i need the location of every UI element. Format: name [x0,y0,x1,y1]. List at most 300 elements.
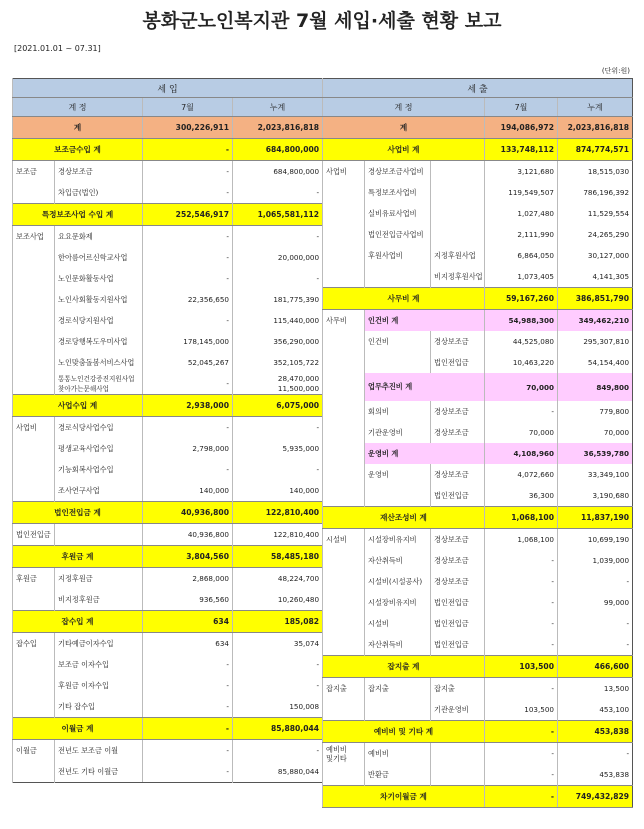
revenue-table [12,78,323,783]
row-label: 예비비 및 기타 계 [323,721,485,743]
cumulative-value: 99,000 [558,592,633,613]
cumulative-value: 150,008 [233,696,323,718]
fund-source-label: 지정후원사업 [431,245,485,266]
row-label: 운영비 계 [365,443,485,464]
category-label: 보조사업 [13,226,55,248]
item-label: 시설장비유지비 [365,529,431,551]
item-label: 전년도 기타 이월금 [55,761,143,783]
table-row [13,654,323,675]
cumulative-value: 349,462,210 [558,310,633,332]
item-label: 기타 잡수입 [55,696,143,718]
category-label [323,592,365,613]
cumulative-value: 786,196,392 [558,182,633,203]
header-account: 계 정 [323,98,485,117]
category-label [323,203,365,224]
row-label: 특정보조사업 수입 계 [13,204,143,226]
month-value: 103,500 [485,699,558,721]
table-row [323,529,633,551]
cumulative-value: 181,775,390 [233,289,323,310]
item-label [55,524,143,546]
table-row [323,245,633,266]
table-row [323,182,633,203]
cumulative-value: 10,260,480 [233,589,323,611]
item-label: 기타예금이자수입 [55,633,143,655]
category-label [13,247,55,268]
item-label: 한아름어르신학교사업 [55,247,143,268]
table-row [13,331,323,352]
month-value: 70,000 [485,422,558,443]
subtotal-row [323,507,633,529]
item-label: 차입금(법인) [55,182,143,204]
item-label: 기능회복사업수입 [55,459,143,480]
month-value: 300,226,911 [143,117,233,139]
item-label: 경상보조금사업비 [365,161,431,183]
subtotal-row [13,395,323,417]
category-label: 잡지출 [323,678,365,700]
table-row [13,675,323,696]
month-value: 3,804,560 [143,546,233,568]
table-row [323,464,633,485]
row-label: 이월금 계 [13,718,143,740]
subtotal-row [323,288,633,310]
month-value: - [485,678,558,700]
fund-source-label: 경상보조금 [431,422,485,443]
month-value: - [143,675,233,696]
fund-source-label [431,182,485,203]
fund-source-label: 법인전입금 [431,485,485,507]
cumulative-value: 453,838 [558,764,633,786]
cumulative-value: 30,127,000 [558,245,633,266]
fund-source-label: 법인전입금 [431,613,485,634]
cumulative-value: 122,810,400 [233,502,323,524]
fund-source-label: 법인전입금 [431,634,485,656]
month-value: 119,549,507 [485,182,558,203]
cumulative-value: 874,774,571 [558,139,633,161]
row-label: 잡수입 계 [13,611,143,633]
item-label: 자산취득비 [365,550,431,571]
cumulative-value: - [233,417,323,439]
table-row [13,524,323,546]
cumulative-value: 85,880,044 [233,718,323,740]
month-value: - [143,654,233,675]
cumulative-value: 1,039,000 [558,550,633,571]
cumulative-value: - [233,182,323,204]
category-label [323,422,365,443]
month-value: 1,027,480 [485,203,558,224]
category-label [323,634,365,656]
subtotal-row [13,502,323,524]
category-label [323,571,365,592]
fund-source-label: 경상보조금 [431,571,485,592]
fund-source-label: 경상보조금 [431,464,485,485]
table-row [13,417,323,439]
item-label: 경상보조금 [55,161,143,183]
category-label [323,485,365,507]
pink-subtotal-row [323,373,633,401]
cumulative-value: 122,810,400 [233,524,323,546]
subtotal-row [323,656,633,678]
category-label [13,654,55,675]
subtotal-row [13,718,323,740]
category-label [13,761,55,783]
subtotal-row [323,139,633,161]
header-month: 7월 [485,98,558,117]
month-value: 10,463,220 [485,352,558,373]
category-label: 잡수입 [13,633,55,655]
fund-source-label: 비지정후원사업 [431,266,485,288]
section-header-row [13,79,323,98]
cumulative-value: 85,880,044 [233,761,323,783]
month-value: - [143,417,233,439]
row-label: 계 [13,117,143,139]
month-value: - [143,310,233,331]
month-value: 2,938,000 [143,395,233,417]
month-value: - [143,268,233,289]
category-label [323,613,365,634]
cumulative-value: - [233,459,323,480]
table-row [323,743,633,765]
table-row [323,161,633,183]
month-value: - [143,247,233,268]
item-label [365,699,431,721]
category-label [13,373,55,395]
category-label [13,675,55,696]
item-label: 후원사업비 [365,245,431,266]
item-label: 보조금 이자수입 [55,654,143,675]
month-value: 3,121,680 [485,161,558,183]
category-label [323,550,365,571]
table-row [13,589,323,611]
category-label: 법인전입금 [13,524,55,546]
month-value: 936,560 [143,589,233,611]
month-value: 140,000 [143,480,233,502]
month-value: - [485,764,558,786]
item-label: 비지정후원금 [55,589,143,611]
category-label [323,266,365,288]
subtotal-row [323,786,633,808]
cumulative-value: 36,539,780 [558,443,633,464]
category-label [13,589,55,611]
subtotal-row [13,546,323,568]
cumulative-value: 54,154,400 [558,352,633,373]
category-label [323,182,365,203]
value-line: 28,470,000 [277,373,320,383]
table-row [323,699,633,721]
cumulative-value: 684,800,000 [233,139,323,161]
cumulative-value: 24,265,290 [558,224,633,245]
category-label [13,459,55,480]
cumulative-value: - [558,571,633,592]
fund-source-label: 법인전입금 [431,352,485,373]
category-label [13,289,55,310]
cumulative-value: 33,349,100 [558,464,633,485]
row-label: 사무비 계 [323,288,485,310]
table-row [13,310,323,331]
category-label: 사무비 [323,310,365,332]
fund-source-label [431,764,485,786]
category-label [13,310,55,331]
cumulative-value: - [558,634,633,656]
item-label [365,266,431,288]
cumulative-value: 4,141,305 [558,266,633,288]
row-label: 인건비 계 [365,310,485,332]
fund-source-label: 법인전입금 [431,592,485,613]
table-row [13,633,323,655]
item-label: 예비비 [365,743,431,765]
cumulative-value: 48,224,700 [233,568,323,590]
item-label: 평생교육사업수입 [55,438,143,459]
month-value: - [143,161,233,183]
cumulative-value: 140,000 [233,480,323,502]
subtotal-row [13,139,323,161]
table-row [13,161,323,183]
row-label: 업무추진비 계 [365,373,485,401]
table-row [13,373,323,395]
item-label: 시설장비유지비 [365,592,431,613]
month-value: 252,546,917 [143,204,233,226]
cumulative-value: - [233,675,323,696]
month-value: - [485,613,558,634]
expenditure-table [322,78,633,808]
item-label: 전년도 보조금 이월 [55,740,143,762]
cumulative-value: 58,485,180 [233,546,323,568]
category-label [323,224,365,245]
cumulative-value: - [233,226,323,248]
item-label [55,373,143,395]
table-row [323,678,633,700]
item-label [365,352,431,373]
table-row [323,764,633,786]
fund-source-label: 잡지출 [431,678,485,700]
category-label: 이월금 [13,740,55,762]
category-label [323,443,365,464]
month-value: - [485,743,558,765]
category-label [13,331,55,352]
category-label [323,464,365,485]
month-value: 36,300 [485,485,558,507]
category-label: 사업비 [13,417,55,439]
category-label: 시설비 [323,529,365,551]
category-label: 사업비 [323,161,365,183]
category-label: 후원금 [13,568,55,590]
fund-source-label [431,743,485,765]
month-value: 1,073,405 [485,266,558,288]
table-row [323,613,633,634]
item-label: 지정후원금 [55,568,143,590]
cumulative-value: 2,023,816,818 [233,117,323,139]
header-cumulative: 누계 [558,98,633,117]
row-label: 잡지출 계 [323,656,485,678]
category-label [13,696,55,718]
table-row [323,485,633,507]
month-value: - [143,761,233,783]
fund-source-label: 경상보조금 [431,331,485,352]
month-value: - [143,459,233,480]
table-row [13,268,323,289]
column-header-row [13,98,323,117]
fund-source-label [431,203,485,224]
table-row [323,203,633,224]
month-value: - [485,592,558,613]
month-value: - [143,226,233,248]
header-cumulative: 누계 [233,98,323,117]
report-title: 봉화군노인복지관 7월 세입·세출 현황 보고 [142,10,502,32]
category-label [323,352,365,373]
month-value: 70,000 [485,373,558,401]
total-row [323,117,633,139]
cumulative-value: 684,800,000 [233,161,323,183]
row-label: 보조금수입 계 [13,139,143,161]
table-row [13,438,323,459]
category-label [323,331,365,352]
fund-source-label: 경상보조금 [431,529,485,551]
table-row [323,550,633,571]
month-value: 1,068,100 [485,507,558,529]
item-label: 후원금 이자수입 [55,675,143,696]
item-label: 노인문화활동사업 [55,268,143,289]
month-value: 2,868,000 [143,568,233,590]
month-value: - [485,571,558,592]
item-label [365,485,431,507]
table-row [13,352,323,373]
month-value: - [143,740,233,762]
cumulative-value: 386,851,790 [558,288,633,310]
header-month: 7월 [143,98,233,117]
pink-subtotal-row [323,443,633,464]
cumulative-value: 6,075,000 [233,395,323,417]
cumulative-value: 749,432,829 [558,786,633,808]
month-value: - [143,696,233,718]
item-label: 노인맞춤돌봄서비스사업 [55,352,143,373]
row-label: 사업비 계 [323,139,485,161]
category-label [323,373,365,401]
subtotal-row [13,204,323,226]
cumulative-value: 352,105,722 [233,352,323,373]
cumulative-value: 11,837,190 [558,507,633,529]
month-value: 178,145,000 [143,331,233,352]
item-label: 경로당행복도우미사업 [55,331,143,352]
value-line: 11,500,000 [277,383,320,393]
month-value: 103,500 [485,656,558,678]
item-label: 회의비 [365,401,431,422]
month-value: 44,525,080 [485,331,558,352]
item-label: 요요문화제 [55,226,143,248]
fund-source-label: 경상보조금 [431,401,485,422]
month-value: 22,356,650 [143,289,233,310]
month-value: 1,068,100 [485,529,558,551]
item-label: 실비유료사업비 [365,203,431,224]
cumulative-value: 3,190,680 [558,485,633,507]
month-value: - [485,786,558,808]
cumulative-value: 13,500 [558,678,633,700]
subtotal-row [323,721,633,743]
item-label: 경로식당지원사업 [55,310,143,331]
fund-source-label: 기관운영비 [431,699,485,721]
cumulative-value: - [233,740,323,762]
cumulative-value: 849,800 [558,373,633,401]
month-value: - [485,634,558,656]
cumulative-value: 466,600 [558,656,633,678]
table-row [13,761,323,783]
table-row [323,592,633,613]
category-label [323,764,365,786]
item-label: 시설비 [365,613,431,634]
category-label: 보조금 [13,161,55,183]
fund-source-label: 경상보조금 [431,550,485,571]
month-value: - [485,721,558,743]
cumulative-value: 18,515,030 [558,161,633,183]
category-label [13,352,55,373]
cumulative-value: 20,000,000 [233,247,323,268]
table-row [323,331,633,352]
table-row [13,459,323,480]
table-row [323,224,633,245]
section-label: 세 입 [13,79,323,98]
total-row [13,117,323,139]
category-label: 예비비 및기타 [323,743,365,765]
cumulative-value: 35,074 [233,633,323,655]
category-label [13,268,55,289]
month-value: - [485,550,558,571]
item-label: 시설비(시설공사) [365,571,431,592]
item-label: 자산취득비 [365,634,431,656]
row-label: 차기이월금 계 [323,786,485,808]
fund-source-label [431,224,485,245]
item-label: 잡지출 [365,678,431,700]
month-value: - [143,139,233,161]
table-row [13,696,323,718]
month-value: 6,864,050 [485,245,558,266]
subtotal-row [13,611,323,633]
cumulative-value: - [233,268,323,289]
table-row [323,634,633,656]
table-row [323,352,633,373]
category-label [13,182,55,204]
month-value: - [485,401,558,422]
table-row [13,480,323,502]
report-period: [2021.01.01 ~ 07.31] [14,44,101,53]
month-value: 2,111,990 [485,224,558,245]
cumulative-value: 1,065,581,112 [233,204,323,226]
cumulative-value: - [233,654,323,675]
month-value: 194,086,972 [485,117,558,139]
item-label: 법인전입금사업비 [365,224,431,245]
month-value: 40,936,800 [143,524,233,546]
item-label-line: 찾아가는문해사업 [58,384,109,393]
item-label: 특정보조사업비 [365,182,431,203]
item-label: 노인사회활동지원사업 [55,289,143,310]
pink-subtotal-row [323,310,633,332]
row-label: 재산조성비 계 [323,507,485,529]
cumulative-value: - [558,743,633,765]
section-header-row [323,79,633,98]
item-label: 운영비 [365,464,431,485]
item-label: 반환금 [365,764,431,786]
month-value: - [143,373,233,395]
row-label: 계 [323,117,485,139]
month-value: 2,798,000 [143,438,233,459]
month-value: 40,936,800 [143,502,233,524]
fund-source-label [431,161,485,183]
month-value: 52,045,267 [143,352,233,373]
item-label: 인건비 [365,331,431,352]
cumulative-value: 5,935,000 [233,438,323,459]
cumulative-value [233,373,323,395]
column-header-row [323,98,633,117]
cumulative-value: 185,082 [233,611,323,633]
table-row [13,289,323,310]
row-label: 법인전입금 계 [13,502,143,524]
